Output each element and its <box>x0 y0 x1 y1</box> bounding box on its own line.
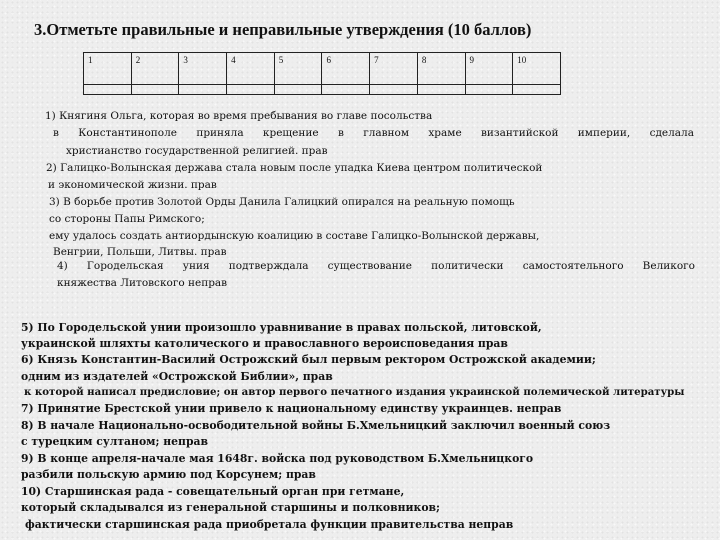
answer-cell[interactable] <box>179 84 227 95</box>
answer-header-cell: 3 <box>179 53 227 85</box>
answer-header-cell: 4 <box>227 53 275 85</box>
answer-table-input-row <box>84 84 561 95</box>
answer-cell[interactable] <box>513 84 561 95</box>
answer-cell[interactable] <box>131 84 179 95</box>
statement-line: 8) В начале Национально-освободительной войны Б.Хмельницкий заключил военный союз <box>21 419 611 432</box>
answer-cell[interactable] <box>465 84 513 95</box>
statement-line: ему удалось создать антиордынскую коалицию в составе Галицко-Волынской державы, <box>49 230 540 242</box>
answer-table-header-row <box>84 53 561 85</box>
answer-header-cell: 1 <box>84 53 132 85</box>
answer-cell[interactable] <box>322 84 370 95</box>
answer-header-cell: 2 <box>131 53 179 85</box>
statement-line: 6) Князь Константин-Василий Острожский был первым ректором Острожской академии; <box>21 353 596 366</box>
answer-header-cell: 6 <box>322 53 370 85</box>
statement-line: украинской шляхты католического и православного вероисповедания прав <box>21 337 508 350</box>
answer-cell[interactable] <box>274 84 322 95</box>
statement-line: фактически старшинская рада приобретала функции правительства неправ <box>25 518 514 531</box>
statement-line: 2) Галицко-Волынская держава стала новым после упадка Киева центром политической <box>46 162 543 174</box>
task-title: 3.Отметьте правильные и неправильные утверждения (10 баллов) <box>34 20 532 39</box>
statement-line: 4) Городельская уния подтверждала существование политически самостоятельного Великого <box>57 260 695 272</box>
statement-line: 9) В конце апреля-начале мая 1648г. войска под руководством Б.Хмельницкого <box>21 452 534 465</box>
statement-line: со стороны Папы Римского; <box>49 213 205 225</box>
statement-line: 3) В борьбе против Золотой Орды Данила Галицкий опирался на реальную помощь <box>49 196 515 208</box>
answer-table <box>83 52 561 95</box>
answer-cell[interactable] <box>370 84 418 95</box>
statement-line: к которой написал предисловие; он автор первого печатного издания украинской полемической литературы <box>24 386 685 398</box>
statement-line: 1) Княгиня Ольга, которая во время пребывания во главе посольства <box>45 110 433 122</box>
answer-cell[interactable] <box>417 84 465 95</box>
statement-line: одним из издателей «Острожской Библии», прав <box>21 370 333 383</box>
answer-cell[interactable] <box>227 84 275 95</box>
answer-header-cell: 10 <box>513 53 561 85</box>
answer-header-cell: 8 <box>417 53 465 85</box>
statement-line: христианство государственной религией. прав <box>66 145 328 157</box>
answer-header-cell: 5 <box>274 53 322 85</box>
statement-line: и экономической жизни. прав <box>48 179 217 191</box>
statement-line: в Константинополе приняла крещение в главном храме византийской империи, сделала <box>53 127 694 139</box>
statement-line: 7) Принятие Брестской унии привело к национальному единству украинцев. неправ <box>21 402 562 415</box>
statement-line: Венгрии, Польши, Литвы. прав <box>53 246 227 258</box>
answer-header-cell: 9 <box>465 53 513 85</box>
answer-header-cell: 7 <box>370 53 418 85</box>
statement-line: 10) Старшинская рада - совещательный орган при гетмане, <box>21 485 405 498</box>
statement-line: с турецким султаном; неправ <box>21 435 209 448</box>
statement-line: разбили польскую армию под Корсунем; прав <box>21 468 316 481</box>
statement-line: 5) По Городельской унии произошло уравнивание в правах польской, литовской, <box>21 321 542 334</box>
statement-line: который складывался из генеральной старшины и полковников; <box>21 501 441 514</box>
answer-cell[interactable] <box>84 84 132 95</box>
statement-line: княжества Литовского неправ <box>57 277 228 289</box>
